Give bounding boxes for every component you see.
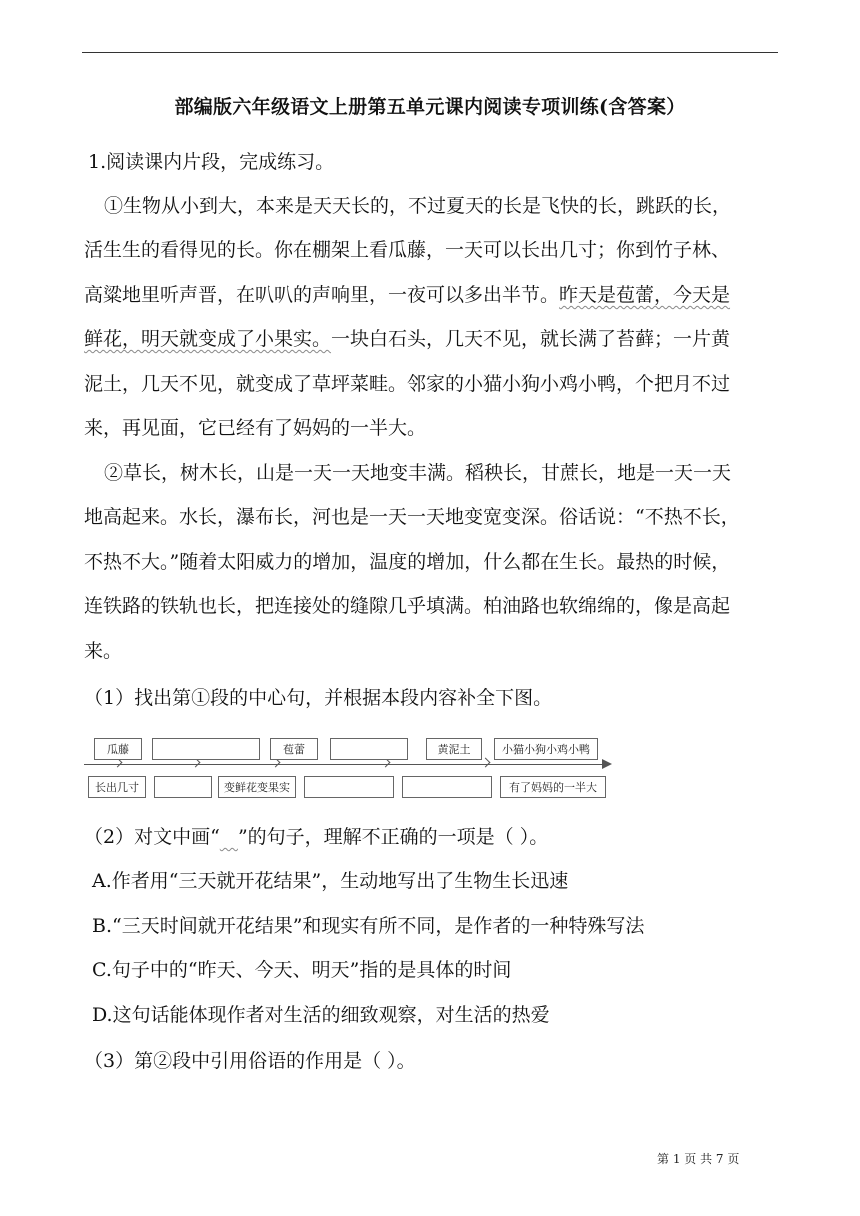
wavy-underlined-sentence-part-1: 昨天是苞蕾，今天是 <box>559 284 731 306</box>
question-intro: 1.阅读课内片段，完成练习。 <box>88 151 335 173</box>
bottom-box-5-blank[interactable] <box>402 776 492 798</box>
paragraph-1-line-4b: 一块白石头，几天不见，就长满了苔藓；一片黄 <box>331 328 731 350</box>
paragraph-1-line-3a: 高粱地里听声晋，在叭叭的声响里，一夜可以多出半节。 <box>84 284 560 306</box>
question-2-prefix: （2）对文中画“ <box>84 826 220 848</box>
bottom-box-1: 长出几寸 <box>88 776 146 798</box>
paragraph-2-line-5: 来。 <box>84 640 123 662</box>
paragraph-2-line-2: 地高起来。水长，瀑布长，河也是一天一天地变宽变深。俗话说：“不热不长， <box>84 506 740 528</box>
option-a[interactable]: A.作者用“三天就开花结果”，生动地写出了生物生长迅速 <box>92 870 569 892</box>
timeline-arrowhead <box>602 759 612 769</box>
option-c[interactable]: C.句子中的“昨天、今天、明天”指的是具体的时间 <box>92 959 512 981</box>
top-box-5: 黄泥土 <box>426 738 482 760</box>
header-rule <box>82 52 778 53</box>
paragraph-1-line-4 <box>84 327 730 351</box>
bottom-box-6: 有了妈妈的一半大 <box>500 776 606 798</box>
paragraph-2-line-4: 连铁路的铁轨也长，把连接处的缝隙几乎填满。柏油路也软绵绵的，像是高起 <box>84 595 731 617</box>
bottom-box-2-blank[interactable] <box>154 776 212 798</box>
wavy-line-marker <box>220 826 238 848</box>
timeline-chevron <box>481 758 491 768</box>
document-title: 部编版六年级语文上册第五单元课内阅读专项训练(含答案） <box>174 96 686 118</box>
bottom-box-4-blank[interactable] <box>304 776 394 798</box>
wavy-underlined-sentence-part-2: 鲜花，明天就变成了小果实。 <box>84 328 332 350</box>
bottom-box-3: 变鲜花变果实 <box>218 776 296 798</box>
top-box-1: 瓜藤 <box>94 738 142 760</box>
top-box-3: 苞蕾 <box>270 738 318 760</box>
top-box-6: 小猫小狗小鸡小鸭 <box>494 738 598 760</box>
top-box-4-blank[interactable] <box>330 738 408 760</box>
question-3: （3）第②段中引用俗语的作用是（ ）。 <box>84 1050 416 1072</box>
growth-diagram <box>84 730 614 802</box>
question-2-suffix: ”的句子，理解不正确的一项是（ ）。 <box>237 826 549 848</box>
option-d[interactable]: D.这句话能体现作者对生活的细致观察，对生活的热爱 <box>92 1004 550 1026</box>
timeline-axis <box>84 764 604 765</box>
top-box-2-blank[interactable] <box>152 738 260 760</box>
page-footer: 第 1 页 共 7 页 <box>657 1152 740 1166</box>
option-b[interactable]: B.“三天时间就开花结果”和现实有所不同，是作者的一种特殊写法 <box>92 915 645 937</box>
paragraph-2-line-1: ②草长，树木长，山是一天一天地变丰满。稻秧长，甘蔗长，地是一天一天 <box>104 462 732 484</box>
paragraph-1-line-3 <box>84 283 730 307</box>
paragraph-1-line-1: ①生物从小到大，本来是天天长的，不过夏天的长是飞快的长，跳跃的长， <box>104 195 732 217</box>
question-1: （1）找出第①段的中心句，并根据本段内容补全下图。 <box>84 687 553 709</box>
paragraph-1-line-2: 活生生的看得见的长。你在棚架上看瓜藤，一天可以长出几寸；你到竹子林、 <box>84 239 731 261</box>
paragraph-1-line-6: 来，再见面，它已经有了妈妈的一半大。 <box>84 417 427 439</box>
paragraph-1-line-5: 泥土，几天不见，就变成了草坪菜畦。邻家的小猫小狗小鸡小鸭，个把月不过 <box>84 373 731 395</box>
question-2 <box>84 825 548 849</box>
paragraph-2-line-3: 不热不大。”随着太阳威力的增加，温度的增加，什么都在生长。最热的时候， <box>84 551 731 573</box>
